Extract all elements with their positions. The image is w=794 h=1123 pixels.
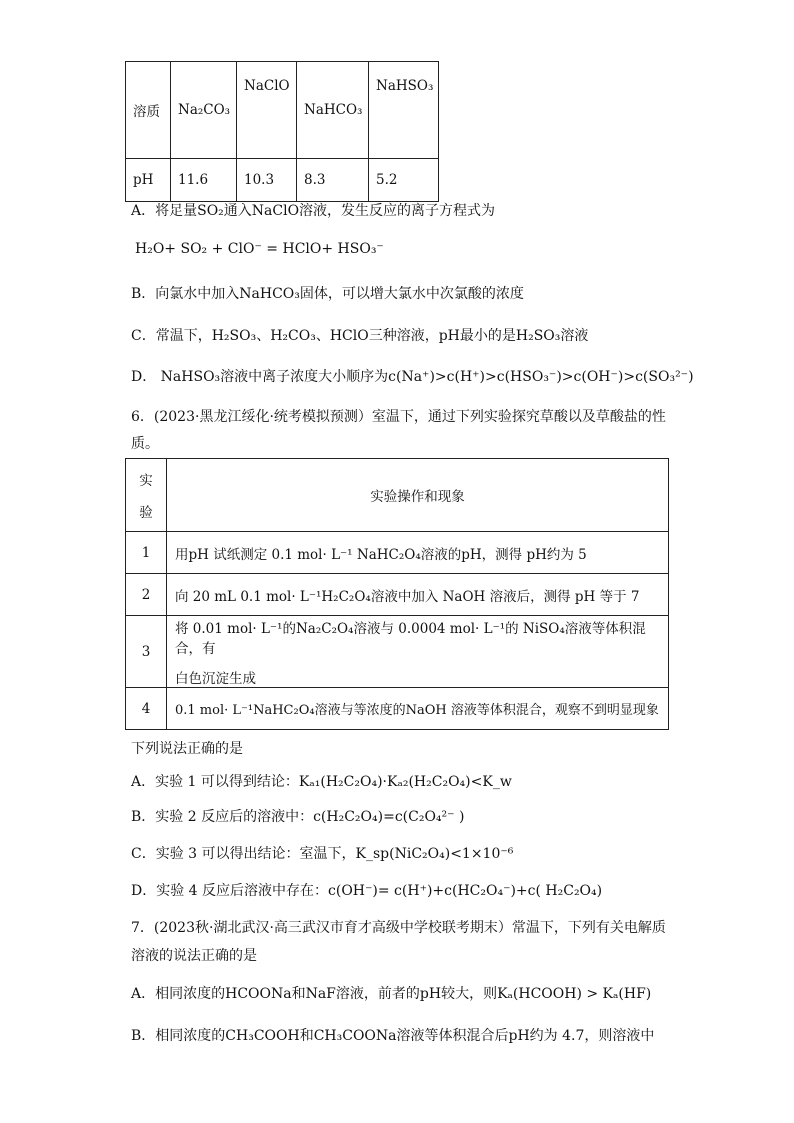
q6-option-c: C．实验 3 可以得出结论：室温下，K_sp(NiC₂O₄)<1×10⁻⁶	[131, 846, 514, 862]
table-row	[126, 532, 669, 574]
table1-header-cell: NaHSO₃	[369, 62, 439, 159]
experiment-desc-line2: 白色沉淀生成	[175, 670, 256, 687]
experiment-header-desc: 实验操作和现象	[167, 459, 669, 532]
experiment-desc-line1: 将 0.01 mol· L⁻¹的Na₂C₂O₄溶液与 0.0004 mol· L⁻¹的 NiSO₄溶液等体积混合，有	[175, 620, 646, 657]
experiment-desc	[167, 616, 669, 688]
q7-stem-line1: 7．(2023秋·湖北武汉·高三武汉市育才高级中学校联考期末）常温下，下列有关电解质	[131, 920, 666, 936]
table1-header-cell: 溶质	[126, 62, 171, 159]
table1-cell: 5.2	[369, 159, 439, 202]
q6-option-a: A．实验 1 可以得到结论：Kₐ₁(H₂C₂O₄)·Kₐ₂(H₂C₂O₄)<K_w	[131, 774, 512, 790]
experiment-desc: 用pH 试纸测定 0.1 mol· L⁻¹ NaHC₂O₄溶液的pH，测得 pH约为 5	[167, 532, 669, 574]
q6-stem-line1: 6．(2023·黑龙江绥化·统考模拟预测）室温下，通过下列实验探究草酸以及草酸盐的性	[131, 409, 666, 425]
experiment-no: 1	[126, 532, 167, 574]
experiment-table	[125, 458, 669, 730]
q6-prompt: 下列说法正确的是	[131, 741, 243, 757]
table1-cell: 8.3	[297, 159, 369, 202]
table1-cell: 10.3	[237, 159, 297, 202]
experiment-no: 2	[126, 574, 167, 616]
q5-option-c: C．常温下，H₂SO₃、H₂CO₃、HClO三种溶液，pH最小的是H₂SO₃溶液	[131, 328, 589, 344]
q7-option-a: A．相同浓度的HCOONa和NaF溶液，前者的pH较大，则Kₐ(HCOOH) > Kₐ(HF)	[131, 986, 652, 1002]
experiment-header-no-top: 实	[139, 473, 153, 489]
experiment-header-no	[126, 459, 167, 532]
table1-header-cell: Na₂CO₃	[171, 62, 237, 159]
q5-option-a-line1: A．将足量SO₂通入NaClO溶液，发生反应的离子方程式为	[131, 203, 496, 219]
q6-option-d: D．实验 4 反应后溶液中存在：c(OH⁻)= c(H⁺)+c(HC₂O₄⁻)+c( H₂C₂O₄)	[131, 883, 603, 899]
table1-cell: pH	[126, 159, 171, 202]
table1-cell: 11.6	[171, 159, 237, 202]
experiment-no: 3	[126, 616, 167, 688]
table-row	[126, 574, 669, 616]
experiment-no: 4	[126, 688, 167, 730]
q5-option-a-equation: H₂O+ SO₂ + ClO⁻ = HClO+ HSO₃⁻	[135, 241, 384, 257]
table-row	[126, 616, 669, 688]
q6-stem-line2: 质。	[131, 436, 159, 452]
q6-option-b: B．实验 2 反应后的溶液中：c(H₂C₂O₄)=c(C₂O₄²⁻ )	[131, 809, 465, 825]
table1-header-cell: NaHCO₃	[297, 62, 369, 159]
table-row	[126, 688, 669, 730]
q5-option-d: D． NaHSO₃溶液中离子浓度大小顺序为c(Na⁺)>c(H⁺)>c(HSO₃⁻)>c(OH⁻)>c(SO₃²⁻)	[131, 369, 694, 385]
experiment-desc: 0.1 mol· L⁻¹NaHC₂O₄溶液与等浓度的NaOH 溶液等体积混合，观察不到明显现象	[167, 688, 669, 730]
q5-option-b: B．向氯水中加入NaHCO₃固体，可以增大氯水中次氯酸的浓度	[131, 286, 524, 302]
table1-header-cell: NaClO	[237, 62, 297, 159]
q7-option-b: B．相同浓度的CH₃COOH和CH₃COONa溶液等体积混合后pH约为 4.7，则溶液中	[131, 1028, 655, 1044]
experiment-desc: 向 20 mL 0.1 mol· L⁻¹H₂C₂O₄溶液中加入 NaOH 溶液后，测得 pH 等于 7	[167, 574, 669, 616]
solute-ph-table	[125, 61, 439, 202]
q7-stem-line2: 溶液的说法正确的是	[131, 948, 257, 964]
experiment-header-no-bottom: 验	[139, 505, 153, 521]
